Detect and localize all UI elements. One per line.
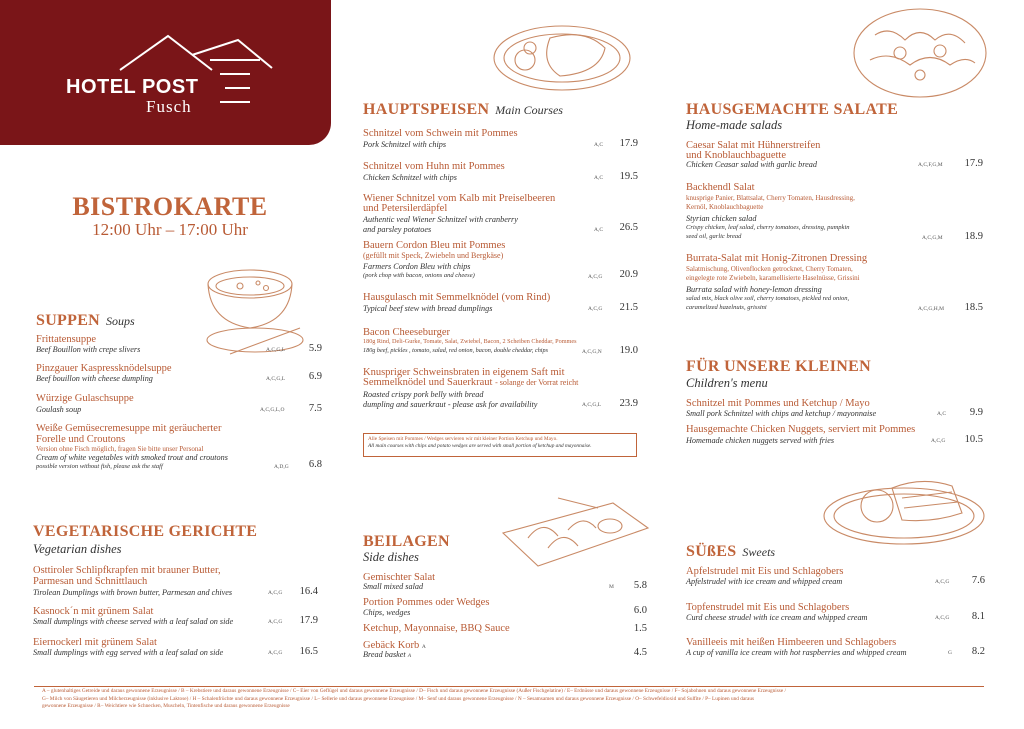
allergen-codes: A,C,G (588, 306, 603, 312)
menu-item-name: Caesar Salat mit Hühnerstreifen (686, 140, 821, 151)
allergen-codes: A,D,G (274, 464, 289, 470)
hauptspeisen-title: HAUPTSPEISEN (363, 101, 490, 118)
menu-item-en: Authentic veal Wiener Schnitzel with cranberry (363, 215, 518, 224)
price: 17.9 (299, 615, 318, 626)
kinder-subtitle: Children's menu (686, 376, 768, 390)
price: 7.5 (308, 403, 322, 414)
menu-item-en-line3: seed oil, garlic bread (686, 233, 742, 240)
price: 6.0 (633, 605, 647, 616)
menu-item-en: Pork Schnitzel with chips (363, 140, 447, 149)
allergen-codes: A,C,G,L,O (260, 407, 285, 413)
allergen-codes: A,C,G,L (582, 402, 602, 408)
menu-item-name: Schnitzel vom Schwein mit Pommes (363, 128, 518, 139)
brand-name: HOTEL POST (66, 76, 199, 98)
allergen-codes: A,C (594, 227, 604, 233)
menu-item-name: Eiernockerl mit grünem Salat (33, 637, 157, 648)
menu-item-en-line2: salad mix, black olive soil, cherry tomatoes, pickled red onion, (686, 295, 850, 302)
menu-item-en: Small dumplings with cheese served with a leaf salad on side (33, 617, 234, 626)
price: 16.5 (299, 646, 318, 657)
menu-item-en: A cup of vanilla ice cream with hot raspberries and whipped cream (686, 648, 907, 657)
sauce-notice-box (363, 433, 637, 457)
menu-item-note: knusprige Panier, Blattsalat, Cherry Tomaten, Hausdressing, (686, 194, 855, 202)
price: 4.5 (633, 647, 647, 658)
allergen-codes: A,C,G (931, 438, 946, 444)
price: 6.9 (308, 371, 322, 382)
allergen-codes: A,C,G,H,M (918, 306, 944, 312)
price: 9.9 (969, 407, 983, 418)
strudel-plate-illustration (822, 468, 987, 548)
menu-item-name: Weiße Gemüsecremesuppe mit geräucherter (36, 423, 222, 434)
menu-item-note: Salatmischung, Olivenflocken getrocknet, Cherry Tomaten, (686, 265, 853, 273)
menu-item-en (363, 650, 411, 662)
menu-item-name-line2: und Knoblauchbaguette (686, 150, 787, 161)
menu-item-name: Backhendl Salat (686, 182, 755, 193)
salad-bowl-illustration (850, 5, 990, 100)
allergen-codes: A,C,G,N (582, 349, 602, 355)
price: 7.6 (971, 575, 985, 586)
menu-item-en: Beef Bouillon with crepe slivers (36, 345, 141, 354)
suppen-subtitle: Soups (106, 314, 135, 328)
beilagen-subtitle: Side dishes (363, 550, 419, 564)
menu-item-en: Burrata salad with honey-lemon dressing (686, 285, 822, 294)
menu-item-name: Wiener Schnitzel vom Kalb mit Preiselbeeren (363, 193, 556, 204)
menu-item-en: Styrian chicken salad (686, 214, 757, 223)
menu-item-name-part: Gebäck Korb (363, 640, 420, 651)
menu-item-name: Hausgulasch mit Semmelknödel (vom Rind) (363, 292, 551, 303)
menu-item-name: Apfelstrudel mit Eis und Schlagobers (686, 566, 844, 577)
menu-item-en: Tirolean Dumplings with brown butter, Parmesan and chives (33, 588, 233, 597)
allergen-legend (42, 688, 987, 711)
menu-item-en: Small pork Schnitzel with chips and ketchup / mayonnaise (686, 409, 877, 418)
price: 26.5 (619, 222, 638, 233)
opening-hours: 12:00 Uhr – 17:00 Uhr (92, 220, 248, 239)
menu-item-note: (gefüllt mit Speck, Zwiebeln und Bergkäse) (363, 251, 504, 260)
vegetarisch-subtitle: Vegetarian dishes (33, 542, 122, 556)
price: 6.8 (308, 459, 322, 470)
menu-item-name-line2: Forelle und Croutons (36, 434, 126, 445)
allergen-codes: A,C,G (588, 274, 603, 280)
section-title-salate: HAUSGEMACHTE SALATE (686, 101, 899, 118)
allergen-codes: A,C (937, 411, 947, 417)
menu-item-name: Topfenstrudel mit Eis und Schlagobers (686, 602, 850, 613)
allergen-codes: A,C,F,G,M (918, 162, 943, 168)
price: 21.5 (619, 302, 638, 313)
price: 18.5 (964, 302, 983, 313)
menu-item-name-part: Semmelknödel und Sauerkraut (363, 377, 493, 388)
salate-subtitle: Home-made salads (686, 118, 783, 132)
section-title-suesses (686, 543, 775, 561)
menu-item-en: Chicken Schnitzel with chips (363, 173, 457, 182)
menu-item-en: Farmers Cordon Bleu with chips (363, 262, 471, 271)
menu-item-en: Small mixed salad (363, 582, 424, 591)
menu-item-en: Apfelstrudel with ice cream and whipped cream (686, 577, 843, 586)
menu-item-note: Kernöl, Knoblauchbaguette (686, 203, 764, 211)
menu-item-en: 180g beef, pickles , tomato, salad, red onion, bacon, double cheddar, chips (363, 347, 549, 354)
menu-item-name: Pinzgauer Kaspressknödelsuppe (36, 363, 172, 374)
menu-item-name: Ketchup, Mayonnaise, BBQ Sauce (363, 623, 510, 634)
menu-item-en-line2: dumpling and sauerkraut - please ask for availability (363, 400, 538, 409)
sauce-notice-en: All main courses with chips and potato wedges are served with small portion of ketchup and mayonnaise. (368, 443, 592, 449)
section-title-beilagen: BEILAGEN (363, 533, 450, 550)
menu-item-en: Roasted crispy pork belly with bread (363, 390, 484, 399)
schnitzel-plate-illustration (490, 18, 635, 93)
allergen-legend-line: gewonnene Erzeugnisse / R– Weichtiere wie Schnecken, Muscheln, Tintenfische und daraus gewonnene Erzeugnisse (42, 703, 290, 709)
section-title-kinder: FÜR UNSERE KLEINEN (686, 358, 871, 375)
brand-location: Fusch (146, 97, 192, 116)
price: 5.8 (633, 580, 647, 591)
menu-item-name: Knuspriger Schweinsbraten in eigenem Saft mit (363, 367, 565, 378)
menu-item-en-part: Bread basket (363, 650, 406, 659)
menu-item-en-line3: caramelized hazelnuts, grissini (686, 304, 767, 311)
menu-title: BISTROKARTE (72, 192, 268, 221)
suesses-title: SÜßES (686, 543, 737, 560)
menu-item-name-line2 (363, 377, 578, 388)
allergen-codes: A,C,G (268, 619, 283, 625)
menu-item-name: Schnitzel vom Huhn mit Pommes (363, 161, 505, 172)
price: 20.9 (619, 269, 638, 280)
menu-item-name: Schnitzel mit Pommes und Ketchup / Mayo (686, 398, 870, 409)
price: 8.1 (971, 611, 985, 622)
menu-item-note: Version ohne Fisch möglich, fragen Sie bitte unser Personal (36, 445, 204, 453)
price: 17.9 (619, 138, 638, 149)
menu-item-en-line2: and parsley potatoes (363, 225, 432, 234)
price: 18.9 (964, 231, 983, 242)
menu-item-name: Kasnock´n mit grünem Salat (33, 606, 154, 617)
allergen-codes: A,C,G,L (266, 376, 286, 382)
suppen-title: SUPPEN (36, 312, 101, 329)
menu-item-en: Goulash soup (36, 405, 82, 414)
allergen-legend-line: A – glutenhaltiges Getreide und daraus gewonnene Erzeugnisse / B – Krebstiere und daraus gewonnene Erzeugnisse / C– Eier von Geflügel und daraus gewonnene Erzeugnisse / D– Fisch und daraus gewonnene Erzeugnisse (Außer Fischgelatine) / E– Erdnüsse und daraus gewonnene Erzeugnisse / F– Sojabohnen und daraus gewonnene Erzeugnisse / (42, 688, 787, 694)
price: 16.4 (299, 586, 318, 597)
section-title-vegetarisch: VEGETARISCHE GERICHTE (33, 523, 258, 540)
price: 19.0 (619, 345, 638, 356)
menu-item-en: Homemade chicken nuggets served with fries (686, 436, 835, 445)
allergen-codes: A,C,G,M (922, 235, 943, 241)
menu-item-en: Beef bouillon with cheese dumpling (36, 374, 153, 383)
sauce-notice-de: Alle Speisen mit Pommes / Wedges servieren wir mit kleiner Portion Ketchup und Mayo. (368, 436, 558, 442)
price: 17.9 (964, 158, 983, 169)
menu-item-name: Frittatensuppe (36, 334, 97, 345)
allergen-codes: A,C,G (935, 579, 950, 585)
allergen-codes: A,C,G (268, 650, 283, 656)
menu-item-name-line2: Parmesan und Schnittlauch (33, 576, 148, 587)
allergen-codes: M (609, 584, 614, 590)
allergen-codes: A,C,G,L (266, 347, 286, 353)
menu-item-name: Bauern Cordon Bleu mit Pommes (363, 240, 506, 251)
menu-item-name: Gemischter Salat (363, 572, 436, 583)
allergen-codes: G (948, 650, 952, 656)
menu-item-en-line2: (pork chop with bacon, onions and cheese) (363, 272, 475, 279)
menu-item-name: Würzige Gulaschsuppe (36, 393, 134, 404)
menu-item-en: Chips, wedges (363, 608, 411, 617)
menu-item-en-line2: Crispy chicken, leaf salad, cherry tomatoes, dressing, pumpkin (686, 224, 850, 231)
footer-divider (34, 686, 984, 687)
price: 19.5 (619, 171, 638, 182)
menu-item-en: Chicken Ceasar salad with garlic bread (686, 160, 817, 169)
price: 23.9 (619, 398, 638, 409)
menu-item-en: Typical beef stew with bread dumplings (363, 304, 493, 313)
price: 8.2 (971, 646, 985, 657)
menu-item-en-line2: possible version without fish, please ask the staff (36, 463, 163, 470)
price: 1.5 (633, 623, 647, 634)
price: 5.9 (308, 343, 322, 354)
menu-item-en: Small dumplings with egg served with a leaf salad on side (33, 648, 224, 657)
menu-item-en: Cream of white vegetables with smoked trout and croutons (36, 453, 228, 462)
hauptspeisen-subtitle: Main Courses (495, 103, 563, 117)
wedges-board-illustration (498, 488, 653, 573)
menu-item-name: Osttiroler Schlipfkrapfen mit brauner Butter, (33, 565, 221, 576)
menu-item-note: eingelegte rote Zwiebeln, karamellisierte Haselnüsse, Grissini (686, 274, 860, 282)
allergen-codes: A,C (594, 142, 604, 148)
menu-item-name: Bacon Cheeseburger (363, 327, 450, 338)
allergen-codes: A,C (594, 175, 604, 181)
menu-item-en: Curd cheese strudel with ice cream and whipped cream (686, 613, 868, 622)
allergen-code: A (407, 653, 412, 659)
allergen-code: A (421, 644, 426, 650)
suesses-subtitle: Sweets (742, 545, 776, 559)
menu-item-name: Burrata-Salat mit Honig-Zitronen Dressing (686, 253, 868, 264)
menu-item-name-line2: und Petersilerdäpfel (363, 203, 448, 214)
menu-item-name: Vanilleeis mit heißen Himbeeren und Schlagobers (686, 637, 897, 648)
allergen-legend-line: G– Milch von Säugetieren und Milcherzeugnisse (inklusive Laktose) / H – Schalenfrüchte und daraus gewonnene Erzeugnisse / L– Sellerie und daraus gewonnene Erzeugnisse / M– Senf und daraus gewonnene Erzeugnisse / N – Sesamsamen und daraus gewonnene Erzeugnisse / O– Schwefeldioxid und Sulfite / P– Lupinen und daraus (42, 695, 755, 702)
section-title-suppen (36, 312, 135, 330)
menu-item-name: Hausgemachte Chicken Nuggets, serviert mit Pommes (686, 424, 916, 435)
allergen-codes: A,C,G (935, 615, 950, 621)
menu-item-name: Portion Pommes oder Wedges (363, 597, 490, 608)
menu-item-note: 180g Rind, Deli-Gurke, Tomate, Salat, Zwiebel, Bacon, 2 Scheiben Cheddar, Pommes (363, 338, 577, 345)
availability-note: - solange der Vorrat reicht (495, 378, 579, 387)
price: 10.5 (964, 434, 983, 445)
section-title-hauptspeisen (363, 101, 563, 119)
allergen-codes: A,C,G (268, 590, 283, 596)
